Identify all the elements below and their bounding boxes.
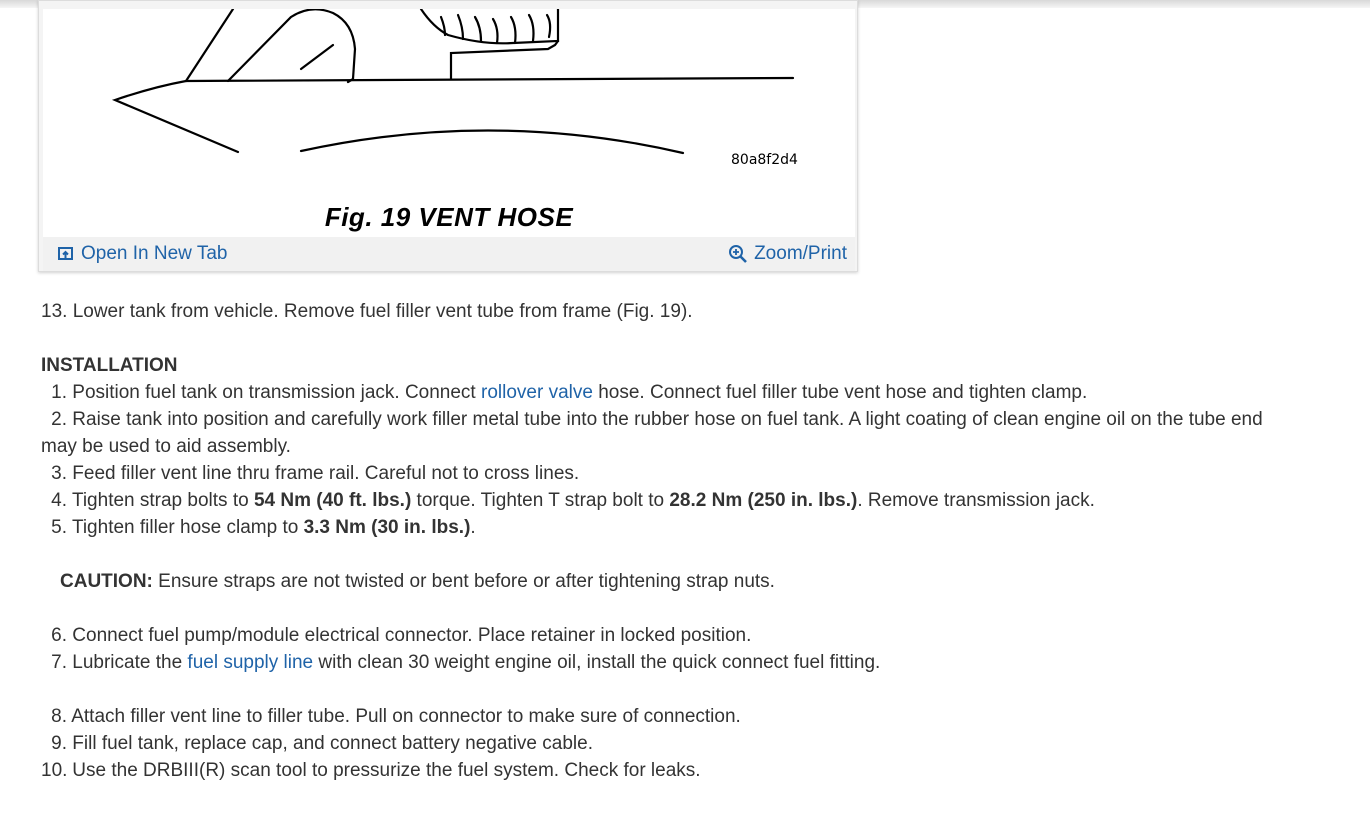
install-step-7: 7. Lubricate the fuel supply line with clean 30 weight engine oil, install the quick connect fuel fitting. bbox=[51, 652, 881, 673]
install-step-2: 2. Raise tank into position and carefully work filler metal tube into the rubber hose on fuel tank. A light coating of clean engine oil on the tube end may be used to aid assembly. bbox=[41, 409, 1263, 457]
figure-caption: Fig. 19 VENT HOSE bbox=[324, 202, 574, 232]
installation-heading: INSTALLATION bbox=[41, 355, 178, 376]
zoom-print-link[interactable] bbox=[728, 243, 847, 265]
zoom-print-label: Zoom/Print bbox=[754, 243, 847, 264]
install-step-5: 5. Tighten filler hose clamp to 3.3 Nm (30 in. lbs.). bbox=[51, 517, 476, 538]
install-step-3: 3. Feed filler vent line thru frame rail. Careful not to cross lines. bbox=[51, 463, 580, 484]
open-in-new-tab-link[interactable] bbox=[57, 243, 227, 265]
caution-note: CAUTION: Ensure straps are not twisted or bent before or after tightening strap nuts. bbox=[60, 571, 775, 592]
figure-container bbox=[38, 0, 858, 272]
zoom-in-icon bbox=[728, 244, 754, 264]
torque-value-clamp: 3.3 Nm (30 in. lbs.) bbox=[303, 517, 471, 538]
install-step-10: 10. Use the DRBIII(R) scan tool to pressurize the fuel system. Check for leaks. bbox=[41, 760, 701, 781]
open-in-new-tab-label: Open In New Tab bbox=[81, 243, 228, 264]
fuel-supply-line-link[interactable]: fuel supply line bbox=[187, 652, 314, 673]
open-in-new-tab-icon bbox=[57, 245, 81, 263]
caution-label: CAUTION: bbox=[60, 571, 153, 592]
rollover-valve-link[interactable]: rollover valve bbox=[481, 382, 593, 403]
figure-vent-hose-illustration bbox=[43, 9, 855, 237]
install-step-6: 6. Connect fuel pump/module electrical connector. Place retainer in locked position. bbox=[51, 625, 752, 646]
instructions-content bbox=[41, 298, 1281, 784]
install-step-4: 4. Tighten strap bolts to 54 Nm (40 ft. lbs.) torque. Tighten T strap bolt to 28.2 Nm (250 in. lbs.). Remove transmission jack. bbox=[51, 490, 1095, 511]
figure-code: 80a8f2d4 bbox=[731, 152, 798, 168]
torque-value-t-strap: 28.2 Nm (250 in. lbs.) bbox=[669, 490, 858, 511]
figure-toolbar bbox=[43, 237, 855, 271]
install-step-8: 8. Attach filler vent line to filler tube. Pull on connector to make sure of connection. bbox=[51, 706, 741, 727]
torque-value-strap: 54 Nm (40 ft. lbs.) bbox=[253, 490, 412, 511]
install-step-1: 1. Position fuel tank on transmission jack. Connect rollover valve hose. Connect fuel filler tube vent hose and tighten clamp. bbox=[51, 382, 1088, 403]
install-step-9: 9. Fill fuel tank, replace cap, and connect battery negative cable. bbox=[51, 733, 593, 754]
step-13: 13. Lower tank from vehicle. Remove fuel filler vent tube from frame (Fig. 19). bbox=[41, 301, 693, 322]
